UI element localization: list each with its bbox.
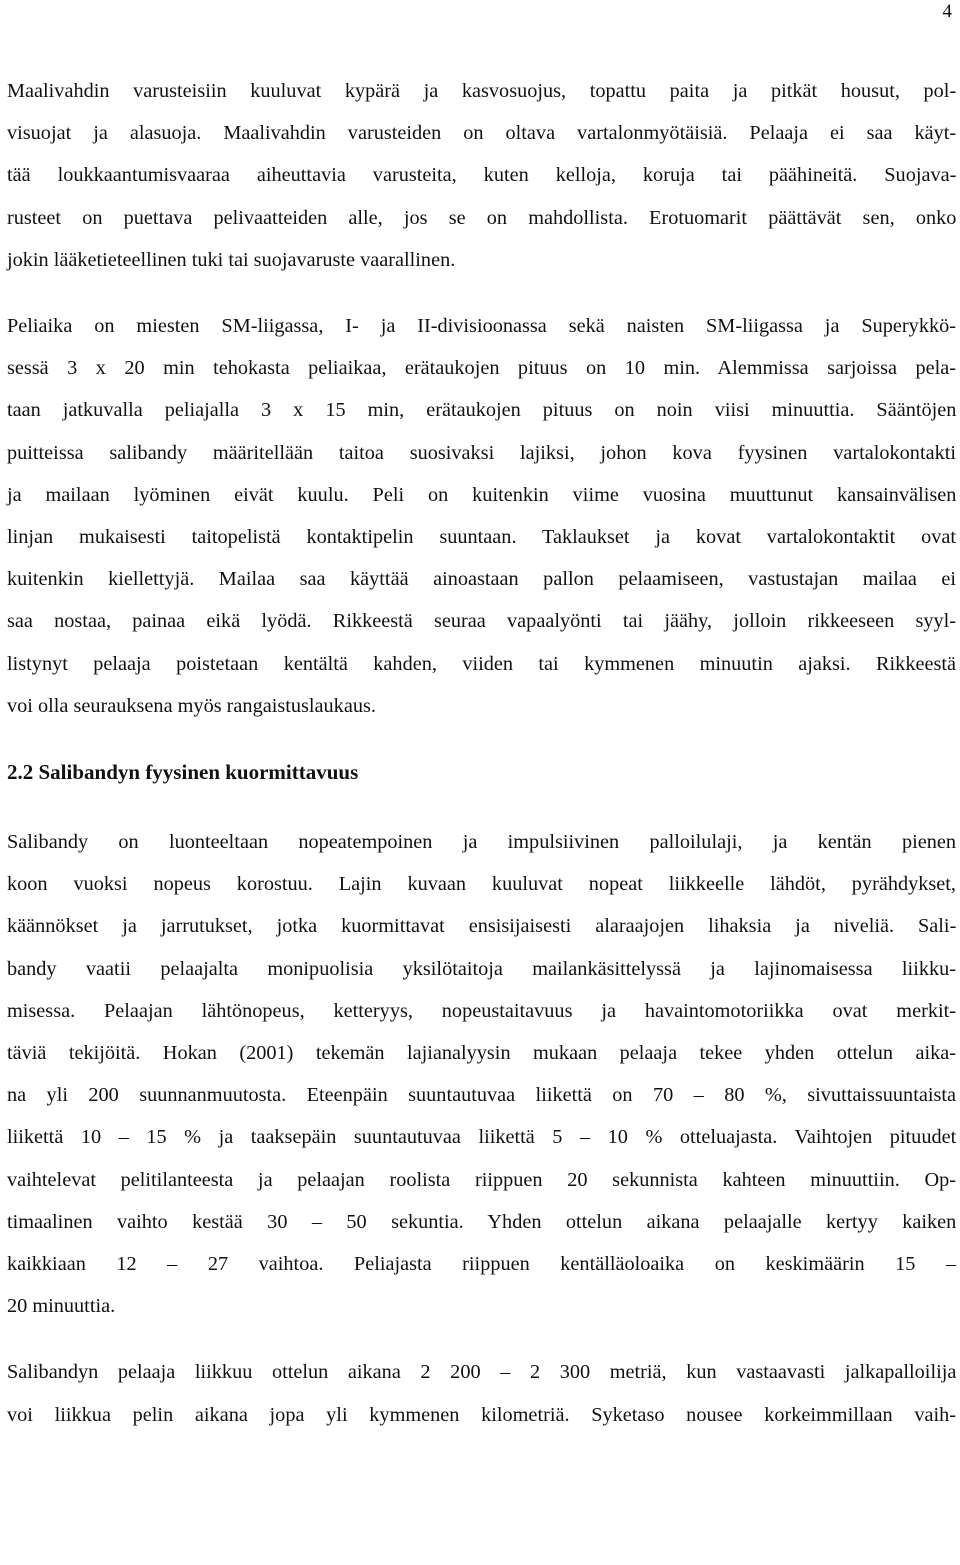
- text-line: na yli 200 suunnanmuutosta. Eteenpäin suuntautuvaa liikettä on 70 – 80 %, sivuttaissuuntaista: [7, 1084, 956, 1107]
- text-line: tää loukkaantumisvaaraa aiheuttavia varusteita, kuten kelloja, koruja tai päähineitä. Suojava-: [7, 164, 957, 187]
- text-line: koon vuoksi nopeus korostuu. Lajin kuvaan kuuluvat nopeat liikkeelle lähdöt, pyrähdykset,: [7, 873, 956, 896]
- text-line: 20 minuuttia.: [7, 1295, 116, 1318]
- text-line: käännökset ja jarrutukset, jotka kuormittavat ensisijaisesti alaraajojen lihaksia ja niveliä. Sali-: [7, 915, 957, 938]
- text-line: bandy vaatii pelaajalta monipuolisia yksilötaitoja mailankäsittelyssä ja lajinomaisessa liikku-: [7, 957, 956, 980]
- text-line: kaikkiaan 12 – 27 vaihtoa. Peliajasta riippuen kentälläoloaika on keskimäärin 15 –: [7, 1253, 957, 1276]
- text-line: Peliaika on miesten SM-liigassa, I- ja II-divisioonassa sekä naisten SM-liigassa ja Superykkö-: [7, 315, 956, 338]
- text-line: voi liikkua pelin aikana jopa yli kymmenen kilometriä. Syketaso nousee korkeimmillaan vaih-: [7, 1403, 956, 1426]
- text-line: rusteet on puettava pelivaatteiden alle, jos se on mahdollista. Erotuomarit päättävät sen, onko: [7, 206, 957, 229]
- text-line: puitteissa salibandy määritellään taitoa suosivaksi lajiksi, johon kova fyysinen vartalokontakti: [7, 441, 956, 464]
- section-heading: 2.2 Salibandyn fyysinen kuormittavuus: [7, 760, 359, 785]
- heading-spacer: [7, 727, 956, 757]
- text-line: taan jatkuvalla peliajalla 3 x 15 min, erätaukojen pituus on noin viisi minuuttia. Sääntöjen: [7, 399, 957, 422]
- text-line: listynyt pelaaja poistetaan kentältä kahden, viiden tai kymmenen minuutin ajaksi. Rikkeestä: [7, 652, 956, 675]
- text-line: saa nostaa, painaa eikä lyödä. Rikkeestä seuraa vapaalyönti tai jäähy, jolloin rikkeeseen syyl-: [7, 610, 957, 633]
- heading-spacer: [7, 787, 956, 821]
- paragraph-playing-time: [7, 305, 956, 727]
- text-line: Salibandy on luonteeltaan nopeatempoinen ja impulsiivinen palloilulaji, ja kentän pienen: [7, 831, 957, 854]
- paragraph-spacer: [7, 1327, 956, 1351]
- page-number: 4: [942, 1, 952, 22]
- text-line: kuitenkin kiellettyjä. Mailaa saa käyttää ainoastaan pallon pelaamiseen, vastustajan mailaa ei: [7, 568, 956, 591]
- text-line: visuojat ja alasuoja. Maalivahdin varusteiden on oltava vartalonmyötäisiä. Pelaaja ei saa käyt-: [7, 122, 957, 145]
- text-line: ja mailaan lyöminen eivät kuulu. Peli on kuitenkin viime vuosina muuttunut kansainvälisen: [7, 483, 957, 506]
- text-line: Maalivahdin varusteisiin kuuluvat kypärä ja kasvosuojus, topattu paita ja pitkät housut, pol-: [7, 80, 957, 102]
- paragraph-physical-load: [7, 821, 956, 1327]
- text-line: linjan mukaisesti taitopelistä kontaktipelin suuntaan. Taklaukset ja kovat vartalokontaktit ovat: [7, 526, 956, 549]
- document-body: [7, 70, 956, 1436]
- text-line: vaihtelevat pelitilanteesta ja pelaajan roolista riippuen 20 sekunnista kahteen minuuttiin. Op-: [7, 1168, 957, 1191]
- text-line: täviä tekijöitä. Hokan (2001) tekemän lajianalyysin mukaan pelaaja tekee yhden ottelun aika-: [7, 1042, 957, 1065]
- text-line: Salibandyn pelaaja liikkuu ottelun aikana 2 200 – 2 300 metriä, kun vastaavasti jalkapalloilija: [7, 1361, 957, 1384]
- paragraph-goalkeeper-equipment: [7, 70, 956, 281]
- text-line: voi olla seurauksena myös rangaistuslaukaus.: [7, 694, 376, 717]
- text-line: sessä 3 x 20 min tehokasta peliaikaa, erätaukojen pituus on 10 min. Alemmissa sarjoissa pela-: [7, 357, 956, 380]
- text-line: jokin lääketieteellinen tuki tai suojavaruste vaarallinen.: [7, 248, 456, 271]
- text-line: liikettä 10 – 15 % ja taaksepäin suuntautuvaa liikettä 5 – 10 % otteluajasta. Vaihtojen pituudet: [7, 1126, 957, 1149]
- paragraph-distance-covered: [7, 1351, 956, 1435]
- text-line: misessa. Pelaajan lähtönopeus, ketteryys, nopeustaitavuus ja havaintomotoriikka ovat merkit-: [7, 999, 956, 1022]
- paragraph-spacer: [7, 281, 956, 305]
- text-line: timaalinen vaihto kestää 30 – 50 sekuntia. Yhden ottelun aikana pelaajalle kertyy kaiken: [7, 1210, 957, 1233]
